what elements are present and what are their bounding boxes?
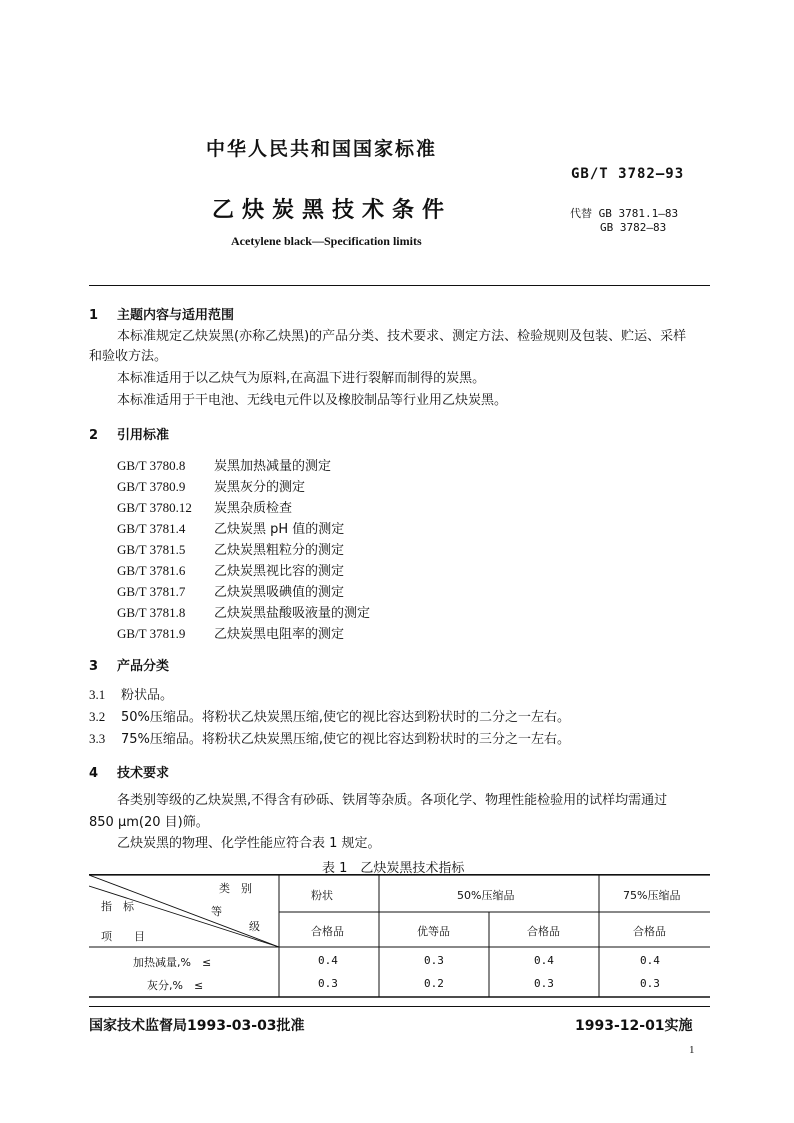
reference-name: 乙炔炭黑视比容的测定	[214, 564, 345, 579]
reference-name: 炭黑加热减量的测定	[214, 459, 332, 474]
corner-indicator-label: 指 标	[101, 900, 134, 913]
reference-name: 乙炔炭黑 pH 值的测定	[214, 522, 345, 537]
section-number: 1	[89, 308, 99, 323]
section-heading	[89, 655, 169, 674]
reference-item	[117, 518, 344, 537]
national-standard-heading: 中华人民共和国国家标准	[206, 138, 438, 160]
reference-name: 乙炔炭黑电阻率的测定	[214, 627, 345, 642]
section-number: 4	[89, 766, 99, 781]
reference-name: 乙炔炭黑粗粒分的测定	[214, 543, 345, 558]
table-cell: 0.3	[640, 977, 660, 990]
reference-item	[117, 602, 370, 621]
corner-category-label: 类 别	[219, 882, 252, 895]
reference-item	[117, 497, 292, 516]
table-cell: 0.4	[640, 954, 660, 967]
effective-date: 1993-12-01实施	[575, 1018, 693, 1034]
table-cell: 0.4	[318, 954, 338, 967]
replaces-line: GB 3782—83	[600, 221, 667, 234]
reference-code: GB/T 3780.8	[117, 458, 186, 473]
row-label: 灰分,% ≤	[147, 979, 204, 992]
approval-line: 国家技术监督局1993-03-03批准	[89, 1018, 305, 1034]
table-caption: 表 1 乙炔炭黑技术指标	[322, 861, 465, 876]
section-heading	[89, 304, 234, 323]
table-cell: 0.3	[318, 977, 338, 990]
group-header: 粉状	[311, 889, 333, 902]
grade-header: 合格品	[527, 925, 560, 938]
classification-item	[89, 728, 570, 747]
table-cell: 0.2	[424, 977, 444, 990]
group-header: 75%压缩品	[623, 889, 681, 902]
reference-name: 乙炔炭黑盐酸吸液量的测定	[214, 606, 371, 621]
reference-code: GB/T 3781.8	[117, 605, 186, 620]
reference-code: GB/T 3781.5	[117, 542, 186, 557]
row-label: 加热减量,% ≤	[133, 956, 212, 969]
item-text: 75%压缩品。将粉状乙炔炭黑压缩,使它的视比容达到粉状时的三分之一左右。	[121, 732, 571, 747]
replaces-block	[570, 207, 678, 235]
english-title: Acetylene black—Specification limits	[231, 234, 422, 248]
section-number: 3	[89, 659, 99, 674]
classification-item	[89, 706, 570, 725]
standard-code: GB/T 3782—93	[571, 166, 685, 182]
reference-code: GB/T 3781.9	[117, 626, 186, 641]
reference-item	[117, 455, 331, 474]
section-title: 技术要求	[117, 766, 170, 781]
table-cell: 0.3	[424, 954, 444, 967]
paragraph-line: 850 μm(20 目)筛。	[89, 815, 209, 830]
section-title: 产品分类	[117, 659, 170, 674]
section-heading	[89, 762, 169, 781]
paragraph-line: 本标准规定乙炔炭黑(亦称乙炔黑)的产品分类、技术要求、测定方法、检验规则及包装、贮运、采样	[117, 329, 687, 344]
reference-code: GB/T 3781.6	[117, 563, 186, 578]
reference-item	[117, 581, 344, 600]
corner-item-label: 项 目	[101, 930, 145, 943]
reference-name: 乙炔炭黑吸碘值的测定	[214, 585, 345, 600]
reference-name: 炭黑杂质检查	[214, 501, 293, 516]
classification-item	[89, 684, 173, 703]
item-number: 3.1	[89, 687, 106, 702]
reference-item	[117, 560, 344, 579]
reference-name: 炭黑灰分的测定	[214, 480, 306, 495]
reference-code: GB/T 3781.7	[117, 584, 186, 599]
spec-table	[89, 874, 710, 998]
grade-header: 合格品	[311, 925, 344, 938]
grade-header: 优等品	[417, 925, 450, 938]
paragraph-line: 乙炔炭黑的物理、化学性能应符合表 1 规定。	[117, 836, 381, 851]
section-title: 主题内容与适用范围	[117, 308, 235, 323]
paragraph-line: 本标准适用于干电池、无线电元件以及橡胶制品等行业用乙炔炭黑。	[117, 393, 508, 408]
replaces-line: 代替 GB 3781.1—83	[570, 207, 679, 220]
table-cell: 0.3	[534, 977, 554, 990]
footer-divider	[89, 1006, 710, 1007]
document-title: 乙炔炭黑技术条件	[212, 198, 453, 223]
section-title: 引用标准	[117, 428, 170, 443]
corner-grade-label-1: 等	[211, 905, 222, 918]
item-number: 3.2	[89, 709, 106, 724]
paragraph-line: 各类别等级的乙炔炭黑,不得含有砂砾、铁屑等杂质。各项化学、物理性能检验用的试样均需通过	[117, 793, 668, 808]
item-text: 粉状品。	[121, 688, 174, 703]
grade-header: 合格品	[633, 925, 666, 938]
reference-item	[117, 476, 305, 495]
corner-grade-label-2: 级	[249, 920, 260, 933]
paragraph-line: 本标准适用于以乙炔气为原料,在高温下进行裂解而制得的炭黑。	[117, 371, 486, 386]
paragraph-line: 和验收方法。	[89, 349, 168, 364]
reference-item	[117, 539, 344, 558]
reference-code: GB/T 3780.12	[117, 500, 192, 515]
reference-item	[117, 623, 344, 642]
reference-code: GB/T 3781.4	[117, 521, 186, 536]
page-number: 1	[689, 1044, 695, 1056]
section-heading	[89, 424, 169, 443]
table-cell: 0.4	[534, 954, 554, 967]
reference-code: GB/T 3780.9	[117, 479, 186, 494]
item-text: 50%压缩品。将粉状乙炔炭黑压缩,使它的视比容达到粉状时的二分之一左右。	[121, 710, 571, 725]
header-divider	[89, 285, 710, 286]
group-header: 50%压缩品	[457, 889, 515, 902]
section-number: 2	[89, 428, 99, 443]
item-number: 3.3	[89, 731, 106, 746]
